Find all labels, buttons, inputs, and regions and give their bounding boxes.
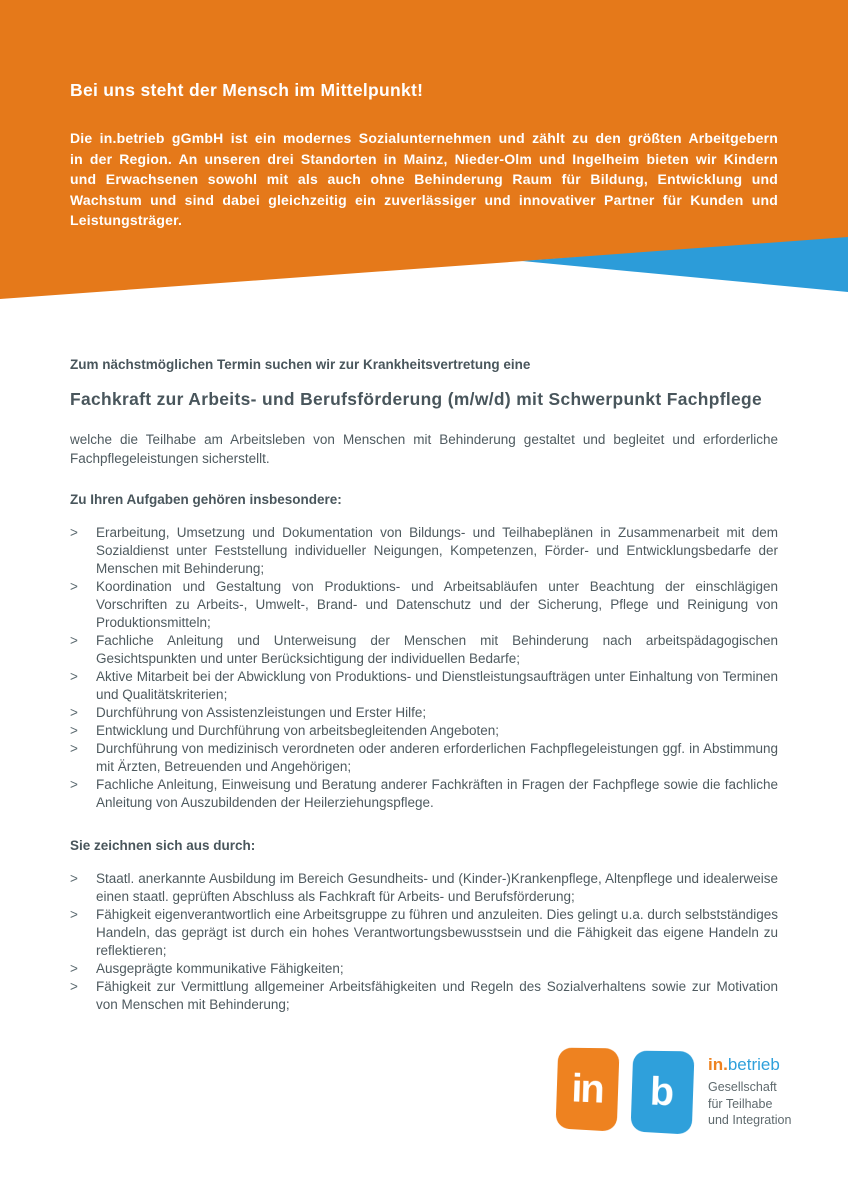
list-item-text: Entwicklung und Durchführung von arbeitsbegleitenden Angeboten; <box>96 723 500 738</box>
list-item <box>70 776 778 812</box>
logo-tile-b-letter: b <box>649 1069 675 1115</box>
list-item-text: Durchführung von medizinisch verordneten oder anderen erforderlichen Fachpflegeleistungen ggf. in Abstimmung mit Ärzten, Betreuenden und Angehörigen; <box>96 741 778 774</box>
bullet-marker: > <box>70 525 78 540</box>
list-item <box>70 722 778 740</box>
list-item-text: Durchführung von Assistenzleistungen und Erster Hilfe; <box>96 705 427 720</box>
bullet-marker: > <box>70 961 78 976</box>
brand-name-in: in. <box>708 1055 728 1074</box>
hero-title: Bei uns steht der Mensch im Mittelpunkt! <box>70 80 424 100</box>
tasks-heading: Zu Ihren Aufgaben gehören insbesondere: <box>70 492 342 507</box>
list-item-text: Fachliche Anleitung und Unterweisung der Menschen mit Behinderung nach arbeitspädagogischen Gesichtspunkten und unter Berücksichtigung der individuellen Bedarfe; <box>96 633 778 666</box>
brand-name <box>708 1055 791 1075</box>
list-item <box>70 960 778 978</box>
list-item-text: Aktive Mitarbeit bei der Abwicklung von Produktions- und Dienstleistungsaufträgen unter Einhaltung von Terminen und Qualitätskriterien; <box>96 669 778 702</box>
job-intro-line: Zum nächstmöglichen Termin suchen wir zur Krankheitsvertretung eine <box>70 357 531 372</box>
logo-tagline-line3: und Integration <box>708 1113 792 1127</box>
profile-list <box>70 870 778 1014</box>
hero-paragraph: Die in.betrieb gGmbH ist ein modernes Sozialunternehmen und zählt zu den größten Arbeitgebern in der Region. An unseren drei Standorten in Mainz, Nieder-Olm und Ingelheim bieten wir Kindern und Erwachsenen sowohl mit als auch ohne Behinderung Raum für Bildung, Entwicklung und Wachstum und sind dabei gleichzeitig ein zuverlässiger und innovativer Partner für Kunden und Leistungsträger. <box>70 130 778 229</box>
bullet-marker: > <box>70 723 78 738</box>
list-item <box>70 524 778 578</box>
list-item-text: Fachliche Anleitung, Einweisung und Beratung anderer Fachkräften in Fragen der Fachpflege sowie die fachliche Anleitung von Auszubildenden der Heilerziehungspflege. <box>96 777 778 810</box>
bullet-marker: > <box>70 979 78 994</box>
bullet-marker: > <box>70 741 78 756</box>
profile-heading: Sie zeichnen sich aus durch: <box>70 838 256 853</box>
logo-tile-in-letters: in <box>570 1066 604 1112</box>
list-item <box>70 668 778 704</box>
logo-tile-in <box>556 1048 620 1132</box>
bullet-marker: > <box>70 705 78 720</box>
job-posting-body <box>70 357 778 1040</box>
list-item-text: Fähigkeit eigenverantwortlich eine Arbeitsgruppe zu führen und anzuleiten. Dies gelingt u.a. durch selbstständiges Handeln, das geprägt ist durch ein hohes Verantwortungsbewusstsein und die Fähigkeit das eigene Handeln zu reflektieren; <box>96 907 778 958</box>
job-title: Fachkraft zur Arbeits- und Berufsförderung (m/w/d) mit Schwerpunkt Fachpflege <box>70 389 763 409</box>
bullet-marker: > <box>70 777 78 792</box>
list-item-text: Staatl. anerkannte Ausbildung im Bereich Gesundheits- und (Kinder-)Krankenpflege, Altenpflege und idealerweise einen staatl. geprüften Abschluss als Fachkraft für Arbeits- und Berufsförderung; <box>96 871 778 904</box>
list-item <box>70 870 778 906</box>
bullet-marker: > <box>70 669 78 684</box>
list-item-text: Ausgeprägte kommunikative Fähigkeiten; <box>96 961 344 976</box>
logo-tagline-line2: für Teilhabe <box>708 1096 773 1111</box>
list-item-text: Fähigkeit zur Vermittlung allgemeiner Arbeitsfähigkeiten und Regeln des Sozialverhaltens sowie zur Motivation von Menschen mit Behinderung; <box>96 979 778 1012</box>
list-item <box>70 632 778 668</box>
list-item-text: Koordination und Gestaltung von Produktions- und Arbeitsabläufen unter Beachtung der einschlägigen Vorschriften zu Arbeits-, Umwelt-, Brand- und Datenschutz und der Sicherung, Pflege und Reinigung von Produktionsmitteln; <box>96 579 778 630</box>
bullet-marker: > <box>70 633 78 648</box>
list-item-text: Erarbeitung, Umsetzung und Dokumentation von Bildungs- und Teilhabeplänen in Zusammenarbeit mit dem Sozialdienst unter Feststellung individueller Neigungen, Kompetenzen, Förder- und Entwicklungsbedarfe der Menschen mit Behinderung; <box>96 525 778 576</box>
tasks-list <box>70 524 778 812</box>
list-item <box>70 740 778 776</box>
list-item <box>70 578 778 632</box>
logo-tile-b <box>631 1051 695 1135</box>
logo-wordmark <box>708 1048 791 1129</box>
brand-name-betrieb: betrieb <box>727 1055 780 1074</box>
bullet-marker: > <box>70 871 78 886</box>
logo-tagline-line1: Gesellschaft <box>708 1080 777 1094</box>
bullet-marker: > <box>70 907 78 922</box>
list-item <box>70 978 778 1014</box>
list-item <box>70 906 778 960</box>
company-logo <box>556 1048 791 1133</box>
list-item <box>70 704 778 722</box>
bullet-marker: > <box>70 579 78 594</box>
job-lede: welche die Teilhabe am Arbeitsleben von Menschen mit Behinderung gestaltet und begleitet und erforderliche Fachpflegeleistungen sicherstellt. <box>70 432 778 466</box>
